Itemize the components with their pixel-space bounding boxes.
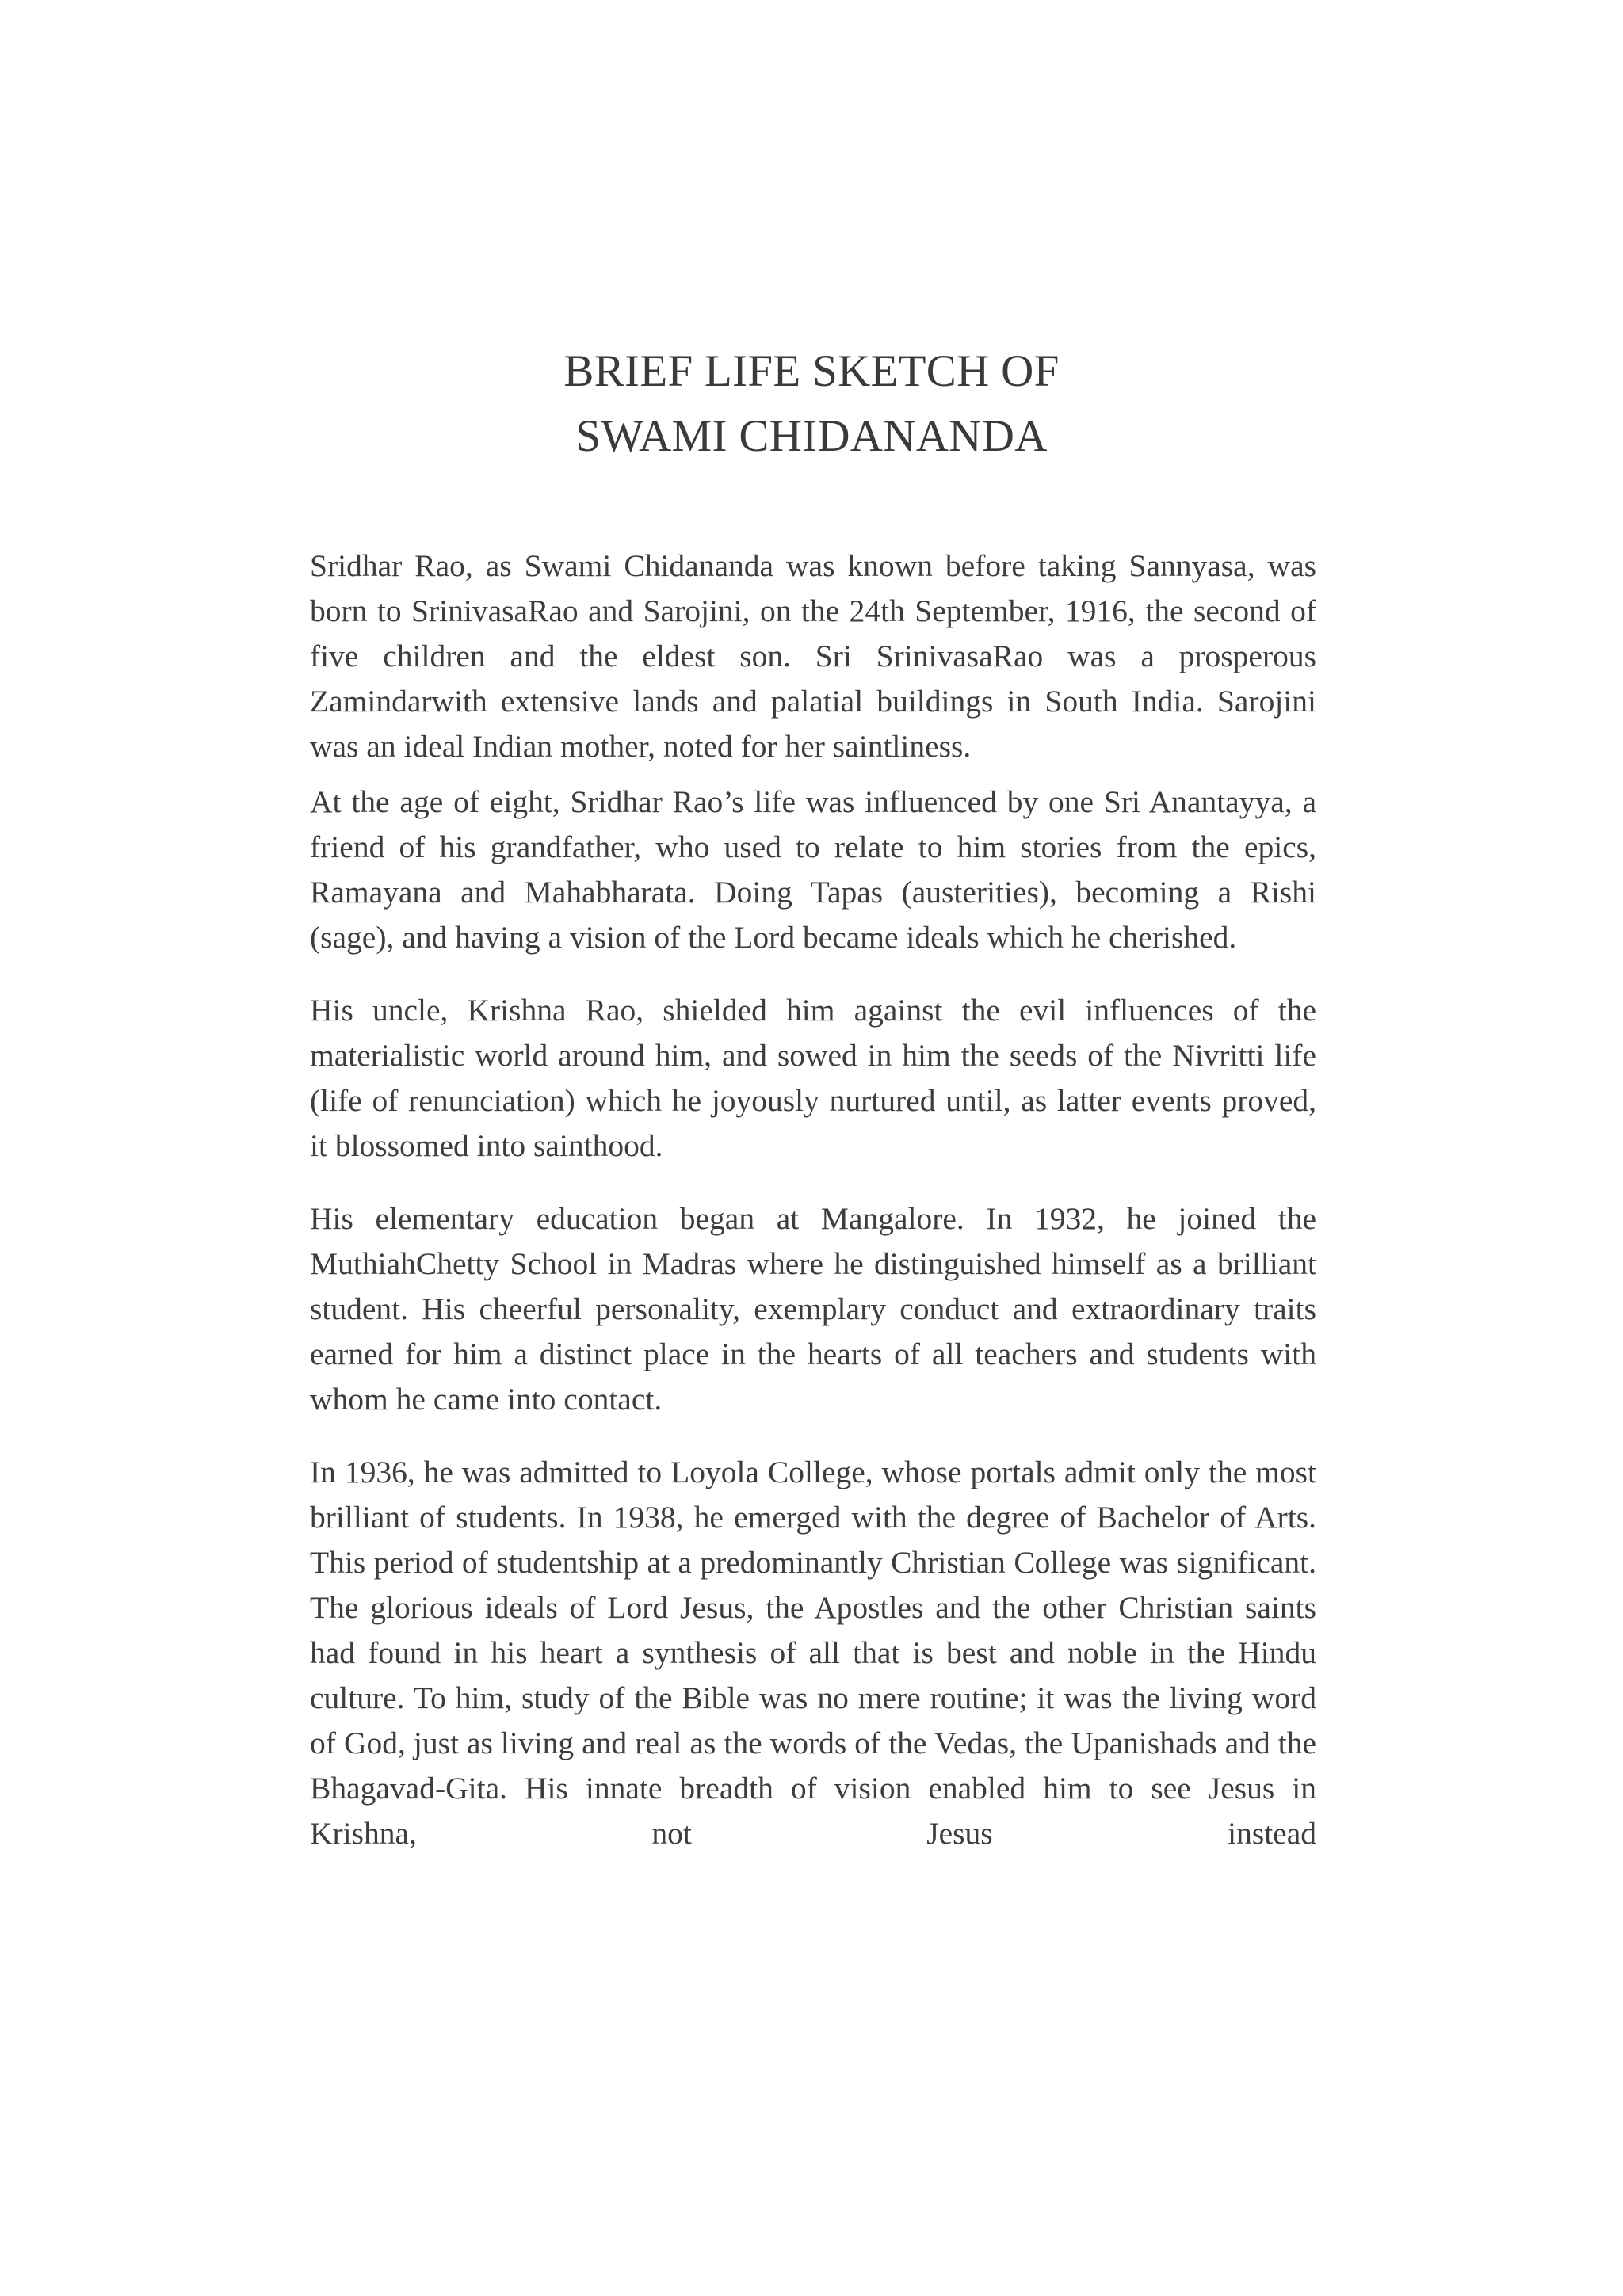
paragraph-1: Sridhar Rao, as Swami Chidananda was known before taking Sannyasa, was born to SrinivasaRao and Sarojini, on the 24th September, 1916, the second of five children and the eldest son. Sri SrinivasaRao was a prosperous Zamindarwith extensive lands and palatial buildings in South India. Sarojini was an ideal Indian mother, noted for her saintliness. xyxy=(310,548,1316,764)
body-text xyxy=(310,543,1316,1884)
title-line-2: SWAMI CHIDANANDA xyxy=(575,411,1048,461)
paragraph-5: In 1936, he was admitted to Loyola College, whose portals admit only the most brilliant of students. In 1938, he emerged with the degree of Bachelor of Arts. This period of studentship at a predominantly Christian College was significant. The glorious ideals of Lord Jesus, the Apostles and the other Christian saints had found in his heart a synthesis of all that is best and noble in the Hindu culture. To him, study of the Bible was no mere routine; it was the living word of God, just as living and real as the words of the Vedas, the Upanishads and the Bhagavad-Gita. His innate breadth of vision enabled him to see Jesus in Krishna, not Jesus instead xyxy=(310,1455,1316,1851)
page-title xyxy=(0,339,1623,469)
title-line-1: BRIEF LIFE SKETCH OF xyxy=(563,346,1060,396)
paragraph-4: His elementary education began at Mangalore. In 1932, he joined the MuthiahChetty School in Madras where he distinguished himself as a brilliant student. His cheerful personality, exemplary conduct and extraordinary traits earned for him a distinct place in the hearts of all teachers and students with whom he came into contact. xyxy=(310,1201,1316,1417)
paragraph-2: At the age of eight, Sridhar Rao’s life was influenced by one Sri Anantayya, a friend of his grandfather, who used to relate to him stories from the epics, Ramayana and Mahabharata. Doing Tapas (austerities), becoming a Rishi (sage), and having a vision of the Lord became ideals which he cherished. xyxy=(310,784,1316,955)
paragraph-3: His uncle, Krishna Rao, shielded him against the evil influences of the materialistic world around him, and sowed in him the seeds of the Nivritti life (life of renunciation) which he joyously nurtured until, as latter events proved, it blossomed into sainthood. xyxy=(310,993,1316,1163)
